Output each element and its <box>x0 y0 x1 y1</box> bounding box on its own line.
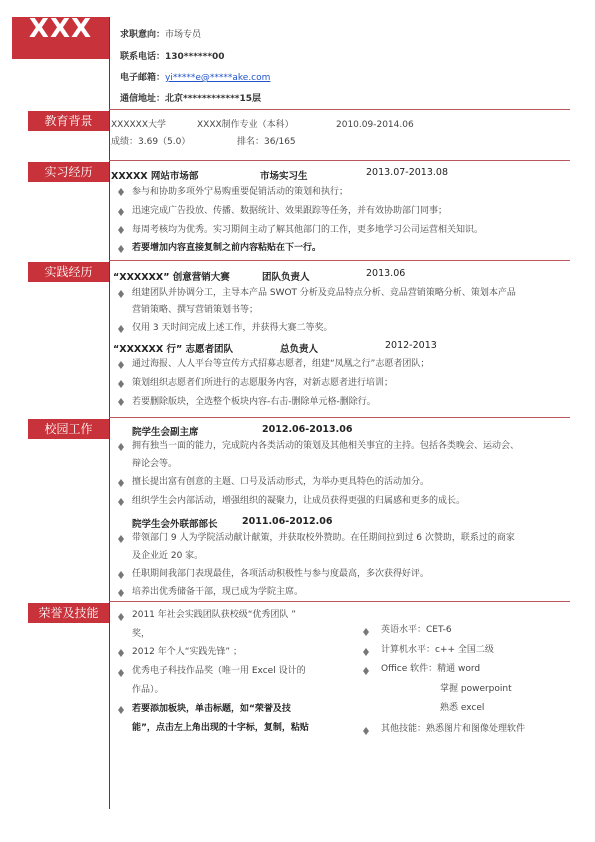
internship-divider <box>109 160 570 161</box>
timeline-vertical-line <box>109 17 110 809</box>
internship-title: 实习经历 <box>44 165 93 179</box>
diamond-bullet-icon <box>362 648 370 657</box>
diamond-bullet-icon <box>362 667 370 676</box>
campus1-role: 院学生会副主席 <box>132 427 199 438</box>
practice-title: 实践经历 <box>44 265 93 279</box>
campus2-period: 2011.06-2012.06 <box>242 516 333 527</box>
campus2-role: 院学生会外联部部长 <box>132 519 218 530</box>
email-row <box>120 70 270 83</box>
honor-item: 2011 年社会实践团队获校级“优秀团队 ” <box>132 610 296 620</box>
honors-title: 荣誉及技能 <box>38 606 99 620</box>
diamond-bullet-icon <box>117 361 125 370</box>
honor-item-cont: 奖， <box>132 629 151 639</box>
address-value: 北京************15层 <box>165 94 262 104</box>
diamond-bullet-icon <box>117 589 125 598</box>
campus1-item: 拥有独当一面的能力，完成院内各类活动的策划及其他相关事宜的主持。包括各类晚会、运动会、 <box>132 441 520 451</box>
intern-item: 参与和协助多项外宁易购重要促销活动的策划和执行； <box>132 187 349 197</box>
practice1-item: 仅用 3 天时间完成上述工作，并获得大赛二等奖。 <box>132 323 333 333</box>
campus1-period: 2012.06-2013.06 <box>262 424 353 435</box>
education-divider <box>109 109 570 110</box>
diamond-bullet-icon <box>117 649 125 658</box>
education-title: 教育背景 <box>44 114 93 128</box>
practice2-name: “XXXXXX 行” 志愿者团队 <box>113 344 234 355</box>
address-label: 通信地址： <box>120 94 166 104</box>
diamond-bullet-icon <box>117 669 125 678</box>
practice1-item-cont: 营销策略、撰写营销策划书等； <box>132 305 259 315</box>
diamond-bullet-icon <box>117 443 125 452</box>
edu-rank: 排名：36/165 <box>237 137 296 147</box>
intern-period: 2013.07-2013.08 <box>366 167 448 178</box>
skill-item-cont: 掌握 powerpoint <box>440 684 512 694</box>
diamond-bullet-icon <box>117 613 125 622</box>
intern-company: XXXXX 网站市场部 <box>111 171 199 182</box>
campus2-item: 任职期间我部门表现最佳，各项活动积极性与参与度最高，多次获得好评。 <box>132 569 430 579</box>
practice1-period: 2013.06 <box>366 268 406 279</box>
diamond-bullet-icon <box>117 188 125 197</box>
skill-item: 计算机水平：c++ 全国二级 <box>381 645 494 655</box>
edu-gpa: 成绩：3.69（5.0） <box>111 137 191 147</box>
honor-item: 2012 年个人“实践先锋” ； <box>132 647 242 657</box>
edu-major: XXXX制作专业（本科） <box>197 120 294 130</box>
intent-row <box>120 27 201 40</box>
email-link[interactable]: yi*****e@*****ake.com <box>165 73 271 83</box>
diamond-bullet-icon <box>117 479 125 488</box>
campus1-item: 擅长提出富有创意的主题、口号及活动形式，为举办更具特色的活动加分。 <box>132 477 430 487</box>
address-row <box>120 91 261 104</box>
campus-title: 校园工作 <box>44 422 93 436</box>
practice2-role: 总负责人 <box>280 344 319 355</box>
practice-divider <box>109 260 570 261</box>
diamond-bullet-icon <box>362 727 370 736</box>
campus-divider <box>109 417 570 418</box>
phone-value: 130******00 <box>165 52 225 62</box>
honor-item: 优秀电子科技作品奖（唯一用 Excel 设计的 <box>132 666 306 676</box>
intent-label: 求职意向： <box>120 30 166 40</box>
campus1-item-cont: 辩论会等。 <box>132 459 178 469</box>
diamond-bullet-icon <box>117 325 125 334</box>
intern-role: 市场实习生 <box>260 171 308 182</box>
diamond-bullet-icon <box>117 571 125 580</box>
skill-item: 英语水平：CET-6 <box>381 625 452 635</box>
campus2-item: 带领部门 9 人为学院活动献计献策，并获取校外赞助。在任期间拉到过 6 次赞助，联系过的商家 <box>132 533 515 543</box>
practice1-name: “XXXXXX” 创意营销大赛 <box>113 272 230 283</box>
diamond-bullet-icon <box>117 226 125 235</box>
phone-row <box>120 49 225 62</box>
edu-period: 2010.09-2014.06 <box>336 120 414 130</box>
diamond-bullet-icon <box>117 208 125 217</box>
diamond-bullet-icon <box>117 380 125 389</box>
practice2-item: 通过海报、人人平台等宣传方式招募志愿者，组建“凤凰之行”志愿者团队； <box>132 359 430 369</box>
intern-item: 迅速完成广告投放、传播、数据统计、效果跟踪等任务，并有效协助部门同事； <box>132 206 448 216</box>
practice2-item: 若要删除版块，全选整个板块内容-右击-删除单元格-删除行。 <box>132 397 376 407</box>
campus2-item: 培养出优秀储备干部，现已成为学院主席。 <box>132 587 304 597</box>
diamond-bullet-icon <box>117 535 125 544</box>
diamond-bullet-icon <box>117 498 125 507</box>
diamond-bullet-icon <box>117 245 125 254</box>
practice2-period: 2012-2013 <box>385 340 437 351</box>
candidate-name: XXX <box>28 14 93 44</box>
intern-item: 每周考核均为优秀。实习期间主动了解其他部门的工作，更多地学习公司运营相关知识。 <box>132 225 484 235</box>
practice1-role: 团队负责人 <box>262 272 310 283</box>
practice2-item: 策划组织志愿者们所进行的志愿服务内容，对新志愿者进行培训； <box>132 378 394 388</box>
intent-value: 市场专员 <box>165 30 202 40</box>
edu-school: XXXXXX大学 <box>111 120 166 130</box>
campus2-item-cont: 及企业近 20 家。 <box>132 551 204 561</box>
email-label: 电子邮箱： <box>120 73 166 83</box>
diamond-bullet-icon <box>117 290 125 299</box>
diamond-bullet-icon <box>362 628 370 637</box>
honor-item-cont: 作品）。 <box>132 685 164 695</box>
phone-label: 联系电话： <box>120 52 166 62</box>
campus1-item: 组织学生会内部活动，增强组织的凝聚力，让成员获得更强的归属感和更多的成长。 <box>132 496 466 506</box>
honor-item: 若要添加板块，单击标题，如“荣誉及技 <box>132 704 291 714</box>
diamond-bullet-icon <box>117 706 125 715</box>
diamond-bullet-icon <box>117 398 125 407</box>
intern-item: 若要增加内容直接复制之前内容粘贴在下一行。 <box>132 243 322 253</box>
skill-item-cont: 熟悉 excel <box>440 703 485 713</box>
skill-item: Office 软件：精通 word <box>381 664 481 674</box>
honor-item-cont: 能”，点击左上角出现的十字标，复制，粘贴 <box>132 723 309 733</box>
skill-item: 其他技能：熟悉图片和图像处理软件 <box>381 724 526 734</box>
honors-divider <box>109 601 570 602</box>
practice1-item: 组建团队并协调分工，主导本产品 SWOT 分析及竞品特点分析、竞品营销策略分析、策划本产品 <box>132 288 516 298</box>
